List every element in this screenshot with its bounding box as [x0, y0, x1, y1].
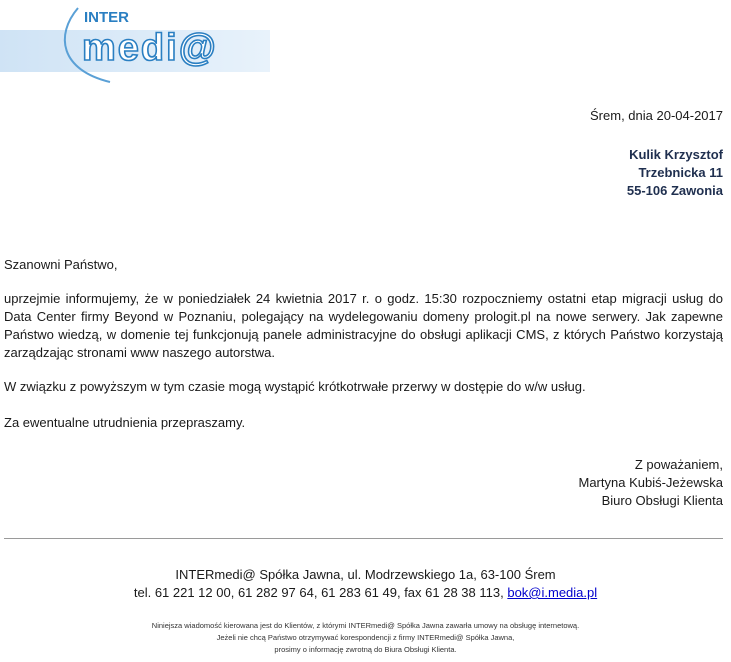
- company-logo: [0, 0, 300, 90]
- letter-greeting: Szanowni Państwo,: [4, 257, 118, 272]
- signer-department: Biuro Obsługi Klienta: [601, 493, 723, 508]
- logo-media-text: medi@: [82, 27, 218, 69]
- signature-block: [579, 456, 724, 510]
- letter-body: [4, 256, 723, 432]
- footer-contact: [0, 566, 731, 602]
- letter-paragraph-2: W związku z powyższym w tym czasie mogą wystąpić krótkotrwałe przerwy w dostępie do w/w usług.: [4, 379, 586, 394]
- footer-notice-line-1: Niniejsza wiadomość kierowana jest do Klientów, z którymi INTERmedi@ Spółka Jawna zawarła umowy na obsługę internetową.: [151, 621, 580, 630]
- recipient-street: Trzebnicka 11: [638, 165, 723, 180]
- footer-phone-line: [0, 584, 731, 602]
- closing-line: Z poważaniem,: [634, 457, 723, 472]
- letter-date: Śrem, dnia 20-04-2017: [590, 108, 723, 123]
- recipient-name: Kulik Krzysztof: [629, 147, 723, 162]
- logo-inter-text: INTER: [84, 9, 129, 26]
- footer-company-address: INTERmedi@ Spółka Jawna, ul. Modrzewskiego 1a, 63-100 Śrem: [175, 567, 556, 582]
- letter-paragraph-1: uprzejmie informujemy, że w poniedziałek 24 kwietnia 2017 r. o godz. 15:30 rozpoczniemy ostatni etap migracji usług do Data Center firmy Beyond w Poznaniu, polegający na wydelegowaniu domeny prologit.pl na nowe serwery. Jak zapewne Państwo wiedzą, w domenie tej funkcjonują panele administracyjne do obsługi aplikacji CMS, z których Państwo korzystają zarządzając stronami www naszego autorstwa.: [4, 291, 723, 360]
- footer-divider: [4, 538, 723, 539]
- recipient-address: [627, 146, 723, 200]
- letter-paragraph-3: Za ewentualne utrudnienia przepraszamy.: [4, 415, 246, 430]
- footer-email-link[interactable]: bok@i.media.pl: [507, 585, 598, 600]
- footer-notice-line-3: prosimy o informację zwrotną do Biura Obsługi Klienta.: [274, 645, 457, 654]
- signer-name: Martyna Kubiś-Jeżewska: [578, 475, 723, 490]
- intermedia-logo-graphic: [0, 0, 300, 90]
- footer-phones: tel. 61 221 12 00, 61 282 97 64, 61 283 61 49, fax 61 28 38 113,: [133, 585, 504, 600]
- footer-notice: [0, 620, 731, 656]
- footer-notice-line-2: Jeżeli nie chcą Państwo otrzymywać korespondencji z firmy INTERmedi@ Spółka Jawna,: [216, 633, 515, 642]
- recipient-city: 55-106 Zawonia: [626, 183, 723, 198]
